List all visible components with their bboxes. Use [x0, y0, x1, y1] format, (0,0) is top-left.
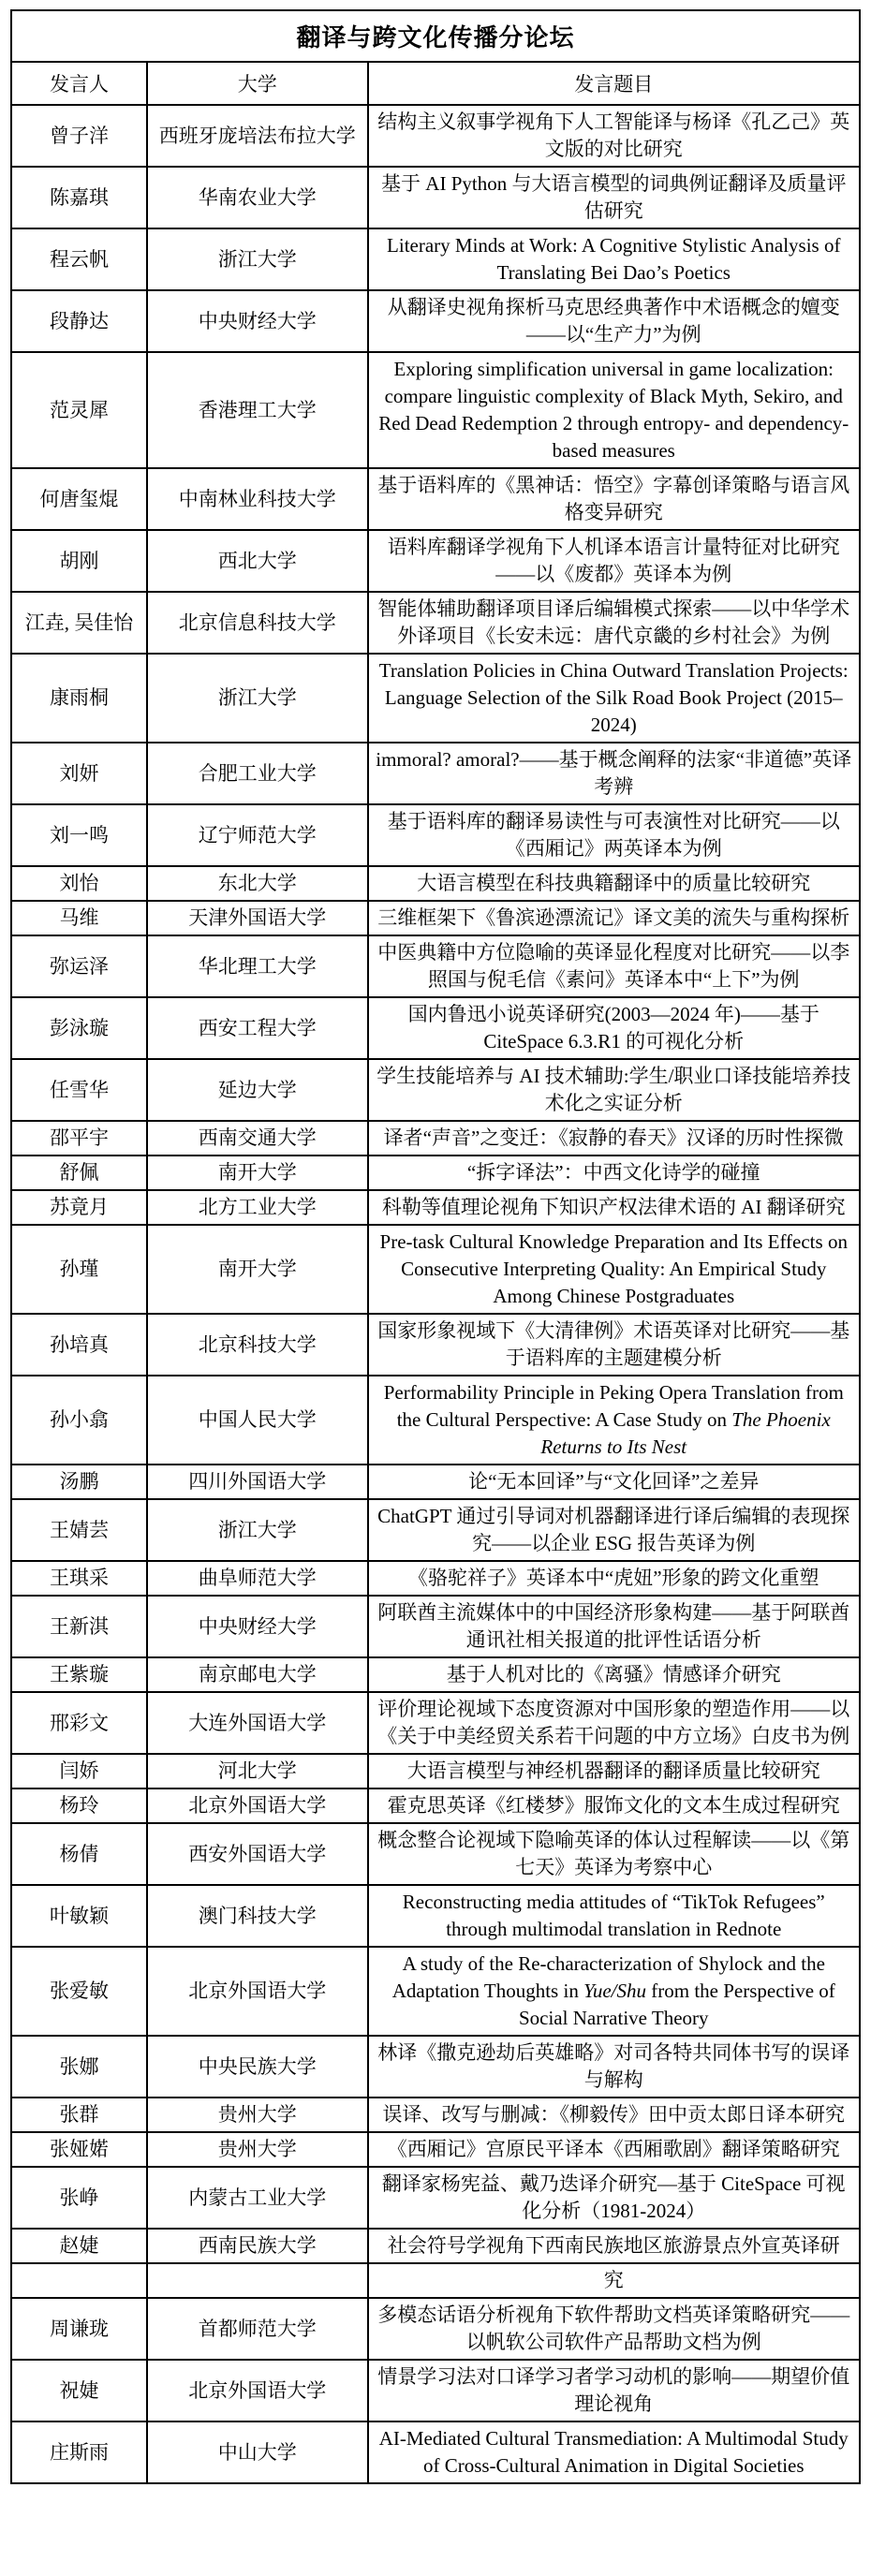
- topic-cell: 语料库翻译学视角下人机译本语言计量特征对比研究——以《废都》英译本为例: [368, 530, 861, 592]
- topic-segment: Performability Principle in Peking Opera Translation from the Cultural Perspective: A Case Study on: [383, 1381, 844, 1431]
- topic-cell: Exploring simplification universal in game localization: compare linguistic complexity of Black Myth, Sekiro, and Red Dead Redemption 2 through entropy- and dependency-based measures: [368, 352, 861, 468]
- speaker-cell: 赵婕: [11, 2229, 147, 2263]
- table-row: [11, 1499, 860, 1561]
- university-cell: 浙江大学: [147, 228, 368, 290]
- topic-cell: 智能体辅助翻译项目译后编辑模式探索——以中华学术外译项目《长安未远：唐代京畿的乡村社会》为例: [368, 592, 861, 654]
- topic-cell: 国家形象视域下《大清律例》术语英译对比研究——基于语料库的主题建模分析: [368, 1314, 861, 1376]
- table-row: [11, 1121, 860, 1156]
- speaker-cell: 弥运泽: [11, 935, 147, 997]
- university-cell: 西班牙庞培法布拉大学: [147, 105, 368, 167]
- forum-title: 翻译与跨文化传播分论坛: [11, 10, 860, 62]
- table-row: [11, 105, 860, 167]
- topic-cell: Reconstructing media attitudes of “TikTok Refugees” through multimodal translation in Rednote: [368, 1885, 861, 1947]
- speaker-cell: 刘妍: [11, 743, 147, 804]
- university-cell: 中南林业科技大学: [147, 468, 368, 530]
- university-cell: 中央财经大学: [147, 290, 368, 352]
- university-cell: 贵州大学: [147, 2098, 368, 2132]
- university-cell: 首都师范大学: [147, 2298, 368, 2360]
- speaker-cell: 胡刚: [11, 530, 147, 592]
- table-row: [11, 290, 860, 352]
- table-row: [11, 997, 860, 1059]
- speaker-cell: 王新淇: [11, 1596, 147, 1657]
- topic-cell: 译者“声音”之变迁：《寂静的春天》汉译的历时性探微: [368, 1121, 861, 1156]
- topic-cell: ChatGPT 通过引导词对机器翻译进行译后编辑的表现探究——以企业 ESG 报告英译为例: [368, 1499, 861, 1561]
- university-cell: 南开大学: [147, 1225, 368, 1314]
- topic-cell: 《骆驼祥子》英译本中“虎妞”形象的跨文化重塑: [368, 1561, 861, 1596]
- speaker-cell: 邵平宇: [11, 1121, 147, 1156]
- speaker-cell: 庄斯雨: [11, 2421, 147, 2483]
- speaker-cell: 舒佩: [11, 1156, 147, 1190]
- speaker-cell: 闫娇: [11, 1754, 147, 1788]
- speaker-cell: 张娅婼: [11, 2132, 147, 2167]
- speaker-cell: 程云帆: [11, 228, 147, 290]
- table-row: [11, 352, 860, 468]
- table-row: [11, 1376, 860, 1465]
- topic-segment: A study of the Re-characterization of Shylock and the Adaptation Thoughts in: [391, 1952, 825, 2002]
- table-row: [11, 2167, 860, 2229]
- table-row: [11, 1190, 860, 1225]
- table-row: [11, 2036, 860, 2098]
- speaker-cell: 邢彩文: [11, 1692, 147, 1754]
- speaker-cell: 康雨桐: [11, 654, 147, 743]
- university-cell: 南京邮电大学: [147, 1657, 368, 1692]
- university-cell: 西安工程大学: [147, 997, 368, 1059]
- table-row: [11, 743, 860, 804]
- university-cell: 河北大学: [147, 1754, 368, 1788]
- table-row: [11, 1692, 860, 1754]
- university-cell: 澳门科技大学: [147, 1885, 368, 1947]
- topic-cell: Pre-task Cultural Knowledge Preparation and Its Effects on Consecutive Interpreting Quality: An Empirical Study Among Chinese Postgraduates: [368, 1225, 861, 1314]
- topic-cell: 社会符号学视角下西南民族地区旅游景点外宣英译研: [368, 2229, 861, 2263]
- table-row: [11, 2298, 860, 2360]
- university-cell: 香港理工大学: [147, 352, 368, 468]
- table-row: [11, 1754, 860, 1788]
- university-cell: 北京外国语大学: [147, 2360, 368, 2421]
- topic-cell: 《西厢记》宫原民平译本《西厢歌剧》翻译策略研究: [368, 2132, 861, 2167]
- university-cell: 西北大学: [147, 530, 368, 592]
- topic-cell: 究: [368, 2263, 861, 2298]
- speaker-cell: 张群: [11, 2098, 147, 2132]
- topic-cell: 从翻译史视角探析马克思经典著作中术语概念的嬗变——以“生产力”为例: [368, 290, 861, 352]
- topic-cell: [368, 1947, 861, 2036]
- university-cell: 北方工业大学: [147, 1190, 368, 1225]
- speaker-cell: 彭泳璇: [11, 997, 147, 1059]
- speaker-cell: 刘怡: [11, 866, 147, 901]
- speaker-cell: 祝婕: [11, 2360, 147, 2421]
- university-cell: 北京外国语大学: [147, 1788, 368, 1823]
- speaker-cell: 王紫璇: [11, 1657, 147, 1692]
- speaker-cell: 任雪华: [11, 1059, 147, 1121]
- university-cell: 西安外国语大学: [147, 1823, 368, 1885]
- university-cell: 大连外国语大学: [147, 1692, 368, 1754]
- table-row: [11, 2098, 860, 2132]
- table-row: [11, 2360, 860, 2421]
- university-cell: 曲阜师范大学: [147, 1561, 368, 1596]
- topic-cell: 科勒等值理论视角下知识产权法律术语的 AI 翻译研究: [368, 1190, 861, 1225]
- table-row: [11, 804, 860, 866]
- speaker-cell: 张峥: [11, 2167, 147, 2229]
- column-header-speaker: 发言人: [11, 62, 147, 105]
- speaker-cell: [11, 2263, 147, 2298]
- table-row: [11, 2263, 860, 2298]
- university-cell: 天津外国语大学: [147, 901, 368, 935]
- university-cell: 四川外国语大学: [147, 1465, 368, 1499]
- university-cell: 内蒙古工业大学: [147, 2167, 368, 2229]
- topic-cell: “拆字译法”：中西文化诗学的碰撞: [368, 1156, 861, 1190]
- topic-cell: 国内鲁迅小说英译研究(2003—2024 年)——基于 CiteSpace 6.3.R1 的可视化分析: [368, 997, 861, 1059]
- table-row: [11, 1596, 860, 1657]
- speaker-cell: 刘一鸣: [11, 804, 147, 866]
- topic-cell: 基于语料库的《黑神话：悟空》字幕创译策略与语言风格变异研究: [368, 468, 861, 530]
- university-cell: 华北理工大学: [147, 935, 368, 997]
- topic-cell: 学生技能培养与 AI 技术辅助:学生/职业口译技能培养技术化之实证分析: [368, 1059, 861, 1121]
- university-cell: 延边大学: [147, 1059, 368, 1121]
- topic-cell: Translation Policies in China Outward Translation Projects: Language Selection of the Silk Road Book Project (2015–2024): [368, 654, 861, 743]
- table-row: [11, 1823, 860, 1885]
- speaker-cell: 孙瑾: [11, 1225, 147, 1314]
- speaker-cell: 曾子洋: [11, 105, 147, 167]
- table-row: [11, 2229, 860, 2263]
- column-header-university: 大学: [147, 62, 368, 105]
- topic-cell: Literary Minds at Work: A Cognitive Stylistic Analysis of Translating Bei Dao’s Poetics: [368, 228, 861, 290]
- column-header-topic: 发言题目: [368, 62, 861, 105]
- university-cell: 北京科技大学: [147, 1314, 368, 1376]
- table-row: [11, 530, 860, 592]
- university-cell: 北京信息科技大学: [147, 592, 368, 654]
- university-cell: 合肥工业大学: [147, 743, 368, 804]
- speaker-cell: 王婧芸: [11, 1499, 147, 1561]
- table-row: [11, 1561, 860, 1596]
- topic-cell: 多模态话语分析视角下软件帮助文档英译策略研究——以帆软公司软件产品帮助文档为例: [368, 2298, 861, 2360]
- university-cell: 东北大学: [147, 866, 368, 901]
- topic-cell: 概念整合论视域下隐喻英译的体认过程解读——以《第七天》英译为考察中心: [368, 1823, 861, 1885]
- university-cell: 西南交通大学: [147, 1121, 368, 1156]
- table-row: [11, 866, 860, 901]
- table-row: [11, 1225, 860, 1314]
- table-row: [11, 1314, 860, 1376]
- topic-cell: 评价理论视域下态度资源对中国形象的塑造作用——以《关于中美经贸关系若干问题的中方立场》白皮书为例: [368, 1692, 861, 1754]
- topic-cell: AI-Mediated Cultural Transmediation: A Multimodal Study of Cross-Cultural Animation in Digital Societies: [368, 2421, 861, 2483]
- topic-cell: immoral? amoral?——基于概念阐释的法家“非道德”英译考辨: [368, 743, 861, 804]
- speaker-cell: 王琪采: [11, 1561, 147, 1596]
- topic-italic-segment: The Phoenix Returns to Its Nest: [540, 1408, 831, 1458]
- speaker-cell: 周谦珑: [11, 2298, 147, 2360]
- table-row: [11, 228, 860, 290]
- table-row: [11, 935, 860, 997]
- speaker-cell: 段静达: [11, 290, 147, 352]
- table-row: [11, 2421, 860, 2483]
- speaker-cell: 汤鹏: [11, 1465, 147, 1499]
- table-row: [11, 468, 860, 530]
- topic-cell: 基于 AI Python 与大语言模型的词典例证翻译及质量评估研究: [368, 167, 861, 228]
- university-cell: 南开大学: [147, 1156, 368, 1190]
- topic-cell: 阿联酋主流媒体中的中国经济形象构建——基于阿联酋通讯社相关报道的批评性话语分析: [368, 1596, 861, 1657]
- speaker-cell: 江垚, 吴佳怡: [11, 592, 147, 654]
- university-cell: 中山大学: [147, 2421, 368, 2483]
- topic-cell: 中医典籍中方位隐喻的英译显化程度对比研究——以李照国与倪毛信《素问》英译本中“上下”为例: [368, 935, 861, 997]
- topic-cell: 情景学习法对口译学习者学习动机的影响——期望价值理论视角: [368, 2360, 861, 2421]
- university-cell: 北京外国语大学: [147, 1947, 368, 2036]
- topic-cell: 误译、改写与删减：《柳毅传》田中贡太郎日译本研究: [368, 2098, 861, 2132]
- table-row: [11, 901, 860, 935]
- topic-cell: [368, 1376, 861, 1465]
- speaker-cell: 孙培真: [11, 1314, 147, 1376]
- table-row: [11, 1657, 860, 1692]
- topic-cell: 大语言模型在科技典籍翻译中的质量比较研究: [368, 866, 861, 901]
- topic-cell: 翻译家杨宪益、戴乃迭译介研究—基于 CiteSpace 可视化分析（1981-2024）: [368, 2167, 861, 2229]
- topic-cell: 基于语料库的翻译易读性与可表演性对比研究——以《西厢记》两英译本为例: [368, 804, 861, 866]
- university-cell: 中央财经大学: [147, 1596, 368, 1657]
- university-cell: 浙江大学: [147, 1499, 368, 1561]
- speaker-cell: 张爱敏: [11, 1947, 147, 2036]
- university-cell: 辽宁师范大学: [147, 804, 368, 866]
- table-row: [11, 654, 860, 743]
- speaker-cell: 苏竟月: [11, 1190, 147, 1225]
- forum-title-row: [11, 10, 860, 62]
- table-row: [11, 592, 860, 654]
- speaker-cell: 叶敏颖: [11, 1885, 147, 1947]
- table-row: [11, 1156, 860, 1190]
- speaker-cell: 马维: [11, 901, 147, 935]
- topic-cell: 林译《撒克逊劫后英雄略》对司各特共同体书写的误译与解构: [368, 2036, 861, 2098]
- speaker-cell: 孙小翕: [11, 1376, 147, 1465]
- table-row: [11, 1885, 860, 1947]
- topic-cell: 论“无本回译”与“文化回译”之差异: [368, 1465, 861, 1499]
- table-row: [11, 1788, 860, 1823]
- session-table-body: [11, 105, 860, 2483]
- session-table: [10, 9, 861, 2484]
- table-row: [11, 1947, 860, 2036]
- topic-italic-segment: Yue/Shu: [583, 1980, 646, 2002]
- university-cell: [147, 2263, 368, 2298]
- topic-cell: 大语言模型与神经机器翻译的翻译质量比较研究: [368, 1754, 861, 1788]
- table-row: [11, 167, 860, 228]
- topic-segment: from the Perspective of Social Narrative Theory: [518, 1980, 835, 2029]
- university-cell: 西南民族大学: [147, 2229, 368, 2263]
- university-cell: 中央民族大学: [147, 2036, 368, 2098]
- university-cell: 华南农业大学: [147, 167, 368, 228]
- column-header-row: [11, 62, 860, 105]
- speaker-cell: 张娜: [11, 2036, 147, 2098]
- topic-cell: 霍克思英译《红楼梦》服饰文化的文本生成过程研究: [368, 1788, 861, 1823]
- speaker-cell: 陈嘉琪: [11, 167, 147, 228]
- table-row: [11, 1059, 860, 1121]
- table-row: [11, 2132, 860, 2167]
- university-cell: 浙江大学: [147, 654, 368, 743]
- topic-cell: 三维框架下《鲁滨逊漂流记》译文美的流失与重构探析: [368, 901, 861, 935]
- speaker-cell: 范灵犀: [11, 352, 147, 468]
- topic-cell: 基于人机对比的《离骚》情感译介研究: [368, 1657, 861, 1692]
- university-cell: 中国人民大学: [147, 1376, 368, 1465]
- university-cell: 贵州大学: [147, 2132, 368, 2167]
- speaker-cell: 杨倩: [11, 1823, 147, 1885]
- table-row: [11, 1465, 860, 1499]
- speaker-cell: 杨玲: [11, 1788, 147, 1823]
- speaker-cell: 何唐玺焜: [11, 468, 147, 530]
- topic-cell: 结构主义叙事学视角下人工智能译与杨译《孔乙己》英文版的对比研究: [368, 105, 861, 167]
